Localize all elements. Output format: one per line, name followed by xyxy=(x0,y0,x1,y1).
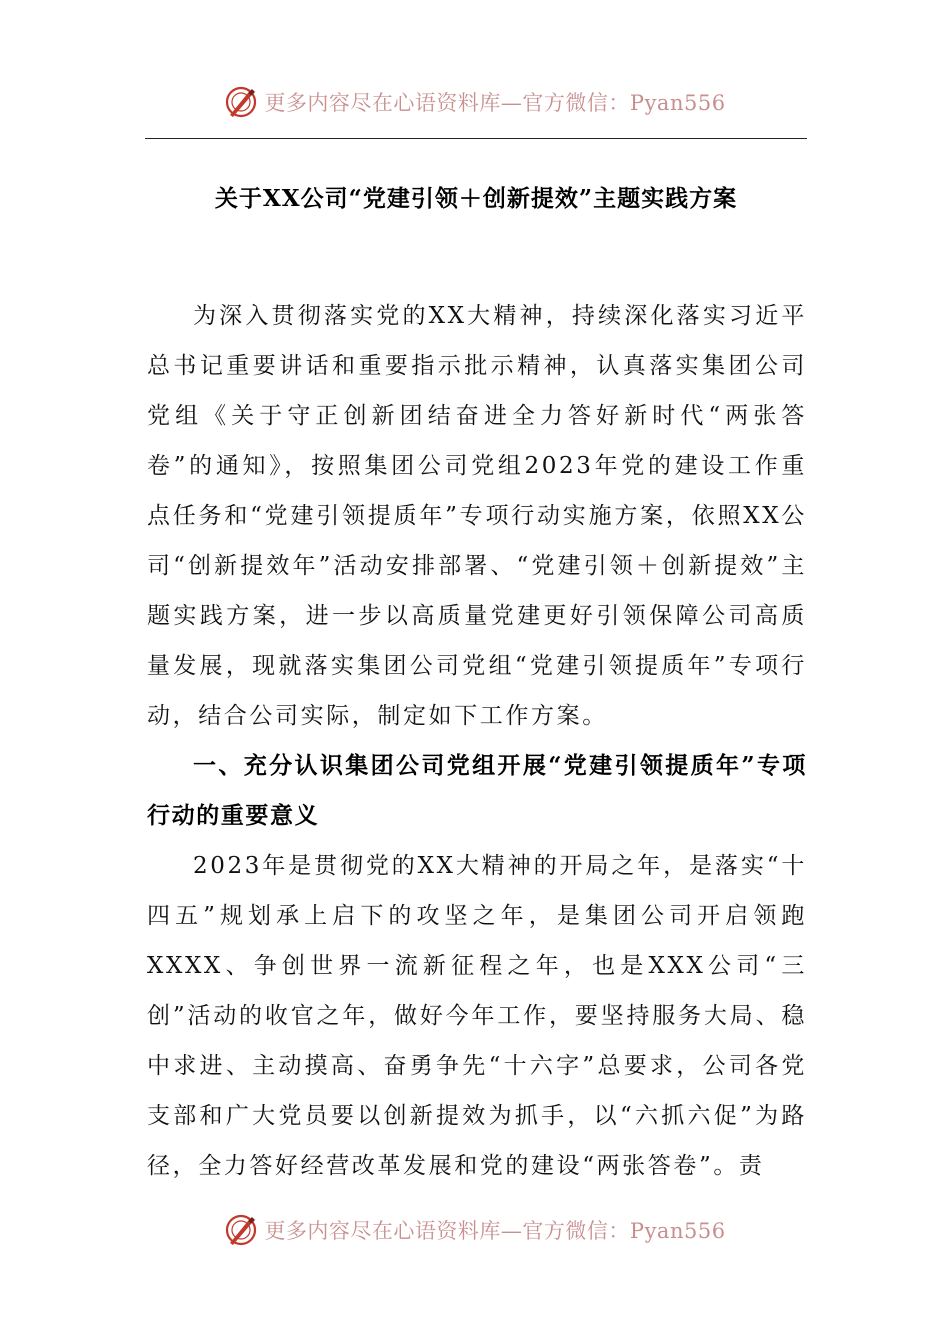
header-divider xyxy=(145,138,807,139)
section-1-paragraph: 2023年是贯彻党的XX大精神的开局之年，是落实“十四五”规划承上启下的攻坚之年，是集团公司开启领跑XXXX、争创世界一流新征程之年，也是XXX公司“三创”活动的收官之年，做好今年工作，要坚持服务大局、稳中求进、主动摸高、奋勇争先“十六字”总要求，公司各党支部和广大党员要以创新提效为抓手，以“六抓六促”为路径，全力答好经营改革发展和党的建设“两张答卷”。责 xyxy=(147,853,807,1179)
header-banner-text: 更多内容尽在心语资料库—官方微信：Pyan556 xyxy=(264,91,726,115)
intro-paragraph: 为深入贯彻落实党的XX大精神，持续深化落实习近平总书记重要讲话和重要指示批示精神，认真落实集团公司党组《关于守正创新团结奋进全力答好新时代“两张答卷”的通知》，按照集团公司党组2023年党的建设工作重点任务和“党建引领提质年”专项行动实施方案，依照XX公司“创新提效年”活动安排部署、“党建引领＋创新提效”主题实践方案，进一步以高质量党建更好引领保障公司高质量发展，现就落实集团公司党组“党建引领提质年”专项行动，结合公司实际，制定如下工作方案。 xyxy=(147,303,807,729)
footer-watermark-banner xyxy=(0,1210,950,1250)
pen-logo-icon xyxy=(224,1213,258,1247)
header-watermark-banner xyxy=(0,82,950,122)
pen-logo-icon xyxy=(224,85,258,119)
section-heading-1: 一、充分认识集团公司党组开展“党建引领提质年”专项行动的重要意义 xyxy=(147,752,807,829)
document-body xyxy=(147,291,807,1191)
footer-banner-text: 更多内容尽在心语资料库—官方微信：Pyan556 xyxy=(264,1219,726,1243)
document-title: 关于XX公司“党建引领＋创新提效”主题实践方案 xyxy=(214,185,738,212)
